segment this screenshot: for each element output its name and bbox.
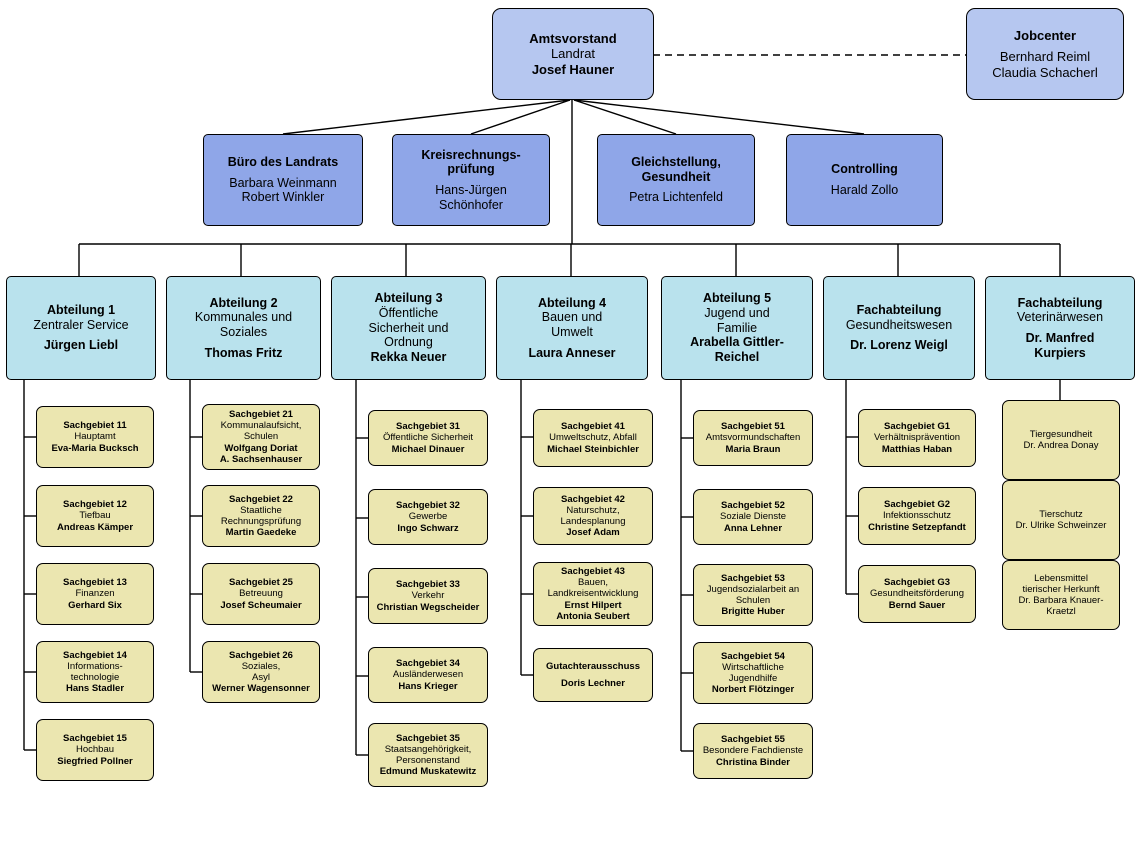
unit-code: Sachgebiet 31 — [396, 421, 460, 433]
unit-desc-1: Gesundheitsförderung — [869, 588, 964, 600]
dept-head-1: Rekka Neuer — [370, 350, 447, 365]
unit-desc-2: Schulen — [243, 431, 279, 443]
node-unit-sachgebiet-13[interactable] — [36, 563, 154, 625]
node-unit-sachgebiet-11[interactable] — [36, 406, 154, 468]
unit-name-1: Anna Lehner — [723, 522, 783, 534]
unit-code: Tiergesundheit — [1029, 428, 1093, 440]
node-unit-sachgebiet-26[interactable] — [202, 641, 320, 703]
unit-code: Sachgebiet G1 — [884, 421, 950, 433]
unit-name-1: Doris Lechner — [561, 678, 625, 689]
unit-name-1: Dr. Andrea Donay — [1023, 440, 1099, 451]
unit-code: Sachgebiet 22 — [229, 493, 293, 505]
unit-desc-1: Verhältnisprävention — [873, 432, 961, 444]
node-department-4[interactable] — [496, 276, 648, 380]
unit-desc-2: Personenstand — [396, 755, 460, 766]
node-title: Jobcenter — [1013, 28, 1077, 43]
node-staff-gleichstellung-gesundheit[interactable] — [597, 134, 755, 226]
unit-name-2: Kraetzl — [1046, 606, 1076, 618]
unit-name-1: Michael Steinbichler — [547, 443, 639, 455]
dept-subtitle-2: Umwelt — [551, 325, 593, 339]
unit-code: Gutachterausschuss — [546, 660, 640, 672]
node-unit-gutachterausschuss[interactable] — [533, 648, 653, 702]
unit-code: Sachgebiet 43 — [561, 565, 625, 577]
unit-code: Sachgebiet 32 — [396, 500, 460, 512]
node-unit-sachgebiet-43[interactable] — [533, 562, 653, 626]
node-title-2: prüfung — [447, 162, 495, 177]
node-unit-sachgebiet-31[interactable] — [368, 410, 488, 466]
node-title-2: Gesundheit — [641, 169, 711, 184]
node-unit-sachgebiet-53[interactable] — [693, 564, 813, 626]
unit-desc-1: Wirtschaftliche — [722, 661, 784, 673]
node-unit-sachgebiet-g1[interactable] — [858, 409, 976, 467]
node-name-1: Bernhard Reiml — [999, 49, 1091, 65]
node-name-1: Barbara Weinmann — [229, 175, 337, 190]
unit-code: Lebensmittel — [1034, 572, 1088, 584]
dept-subtitle-1: Veterinärwesen — [1016, 310, 1104, 325]
unit-desc-1: Infektionsschutz — [882, 510, 952, 522]
unit-desc-1: Betreuung — [239, 588, 283, 600]
unit-code: Sachgebiet 21 — [229, 408, 293, 420]
unit-code: Tierschutz — [1039, 508, 1083, 520]
unit-desc-1: Naturschutz, — [566, 504, 620, 516]
dept-subtitle-1: Zentraler Service — [33, 317, 129, 332]
node-name-2: Claudia Schacherl — [992, 64, 1098, 80]
dept-subtitle-1: Jugend und — [704, 305, 770, 320]
node-unit-sachgebiet-25[interactable] — [202, 563, 320, 625]
node-name-1: Petra Lichtenfeld — [629, 190, 723, 205]
node-department-3[interactable] — [331, 276, 486, 380]
unit-name-1: Christian Wegscheider — [376, 601, 480, 613]
node-title-1: Gleichstellung, — [631, 154, 721, 169]
dept-subtitle-1: Gesundheitswesen — [845, 317, 953, 332]
unit-name-2: A. Sachsenhauser — [219, 453, 303, 465]
unit-desc-1: Umweltschutz, Abfall — [549, 432, 637, 444]
node-name-1: Harald Zollo — [830, 183, 899, 197]
dept-title: Abteilung 5 — [702, 291, 772, 306]
unit-name-1: Christine Setzepfandt — [868, 521, 966, 533]
unit-desc-2: Landesplanung — [560, 516, 626, 527]
unit-desc-1: Verkehr — [411, 590, 445, 602]
node-unit-sachgebiet-41[interactable] — [533, 409, 653, 467]
unit-code: Sachgebiet 15 — [63, 733, 127, 745]
node-staff-kreisrechnungspruefung[interactable] — [392, 134, 550, 226]
dept-subtitle-2: Soziales — [219, 325, 268, 339]
node-amtsvorstand[interactable] — [492, 8, 654, 100]
node-department-1[interactable] — [6, 276, 156, 380]
dept-subtitle-1: Bauen und — [541, 310, 603, 325]
unit-code: Sachgebiet 42 — [561, 493, 625, 505]
node-unit-tierschutz[interactable] — [1002, 480, 1120, 560]
unit-desc-1: Hauptamt — [74, 431, 116, 443]
dept-head-1: Thomas Fritz — [204, 345, 283, 360]
dept-title: Abteilung 2 — [209, 295, 278, 310]
unit-desc-2: Jugendhilfe — [728, 673, 778, 684]
unit-name-1: Martin Gaedeke — [225, 527, 297, 539]
dept-head-1: Arabella Gittler- — [690, 335, 784, 350]
unit-code: Sachgebiet 53 — [721, 572, 785, 584]
unit-code: Sachgebiet 54 — [721, 650, 785, 662]
node-unit-sachgebiet-33[interactable] — [368, 568, 488, 624]
node-department-gesundheitswesen[interactable] — [823, 276, 975, 380]
unit-name-1: Norbert Flötzinger — [711, 684, 795, 696]
unit-desc-1: Staatsangehörigkeit, — [384, 743, 472, 755]
node-jobcenter[interactable] — [966, 8, 1124, 100]
unit-name-1: Maria Braun — [725, 443, 781, 455]
unit-code: Sachgebiet 55 — [721, 734, 785, 746]
node-unit-sachgebiet-52[interactable] — [693, 489, 813, 545]
unit-name-1: Josef Scheumaier — [220, 599, 302, 611]
node-unit-sachgebiet-12[interactable] — [36, 485, 154, 547]
node-title: Amtsvorstand — [529, 31, 617, 46]
unit-name-1: Bernd Sauer — [888, 599, 946, 611]
dept-subtitle-2: Sicherheit und — [368, 320, 449, 335]
node-department-veterinaerwesen[interactable] — [985, 276, 1135, 380]
unit-desc-1: Soziales, — [241, 660, 281, 672]
node-staff-buero-des-landrats[interactable] — [203, 134, 363, 226]
unit-desc-2: technologie — [70, 672, 120, 683]
unit-code: Sachgebiet 25 — [229, 577, 293, 589]
unit-code: Sachgebiet 33 — [396, 579, 460, 591]
unit-desc-2: Rechnungsprüfung — [220, 516, 302, 527]
unit-code: Sachgebiet 12 — [63, 499, 127, 511]
unit-name-2: Antonia Seubert — [556, 610, 630, 622]
unit-name-1: Siegfried Pollner — [57, 755, 133, 767]
node-unit-sachgebiet-34[interactable] — [368, 647, 488, 703]
unit-desc-1: Öffentliche Sicherheit — [382, 432, 474, 444]
unit-name-1: Michael Dinauer — [391, 443, 465, 455]
unit-desc-1: Jugendsozialarbeit an — [706, 583, 800, 595]
unit-desc-1: Finanzen — [75, 588, 115, 600]
unit-desc-1: Amtsvormundschaften — [705, 432, 801, 444]
dept-subtitle-2: Familie — [716, 320, 758, 335]
unit-name-1: Ingo Schwarz — [397, 522, 459, 534]
unit-code: Sachgebiet 51 — [721, 421, 785, 433]
node-unit-sachgebiet-21[interactable] — [202, 404, 320, 470]
unit-desc-1: Soziale Dienste — [719, 511, 786, 523]
unit-name-1: Dr. Barbara Knauer- — [1018, 595, 1104, 606]
unit-desc-1: Ausländerwesen — [392, 669, 464, 681]
unit-name-1: Matthias Haban — [881, 443, 953, 455]
dept-title: Fachabteilung — [1017, 295, 1103, 310]
node-unit-sachgebiet-g2[interactable] — [858, 487, 976, 545]
node-unit-tiergesundheit[interactable] — [1002, 400, 1120, 480]
unit-name-1: Christina Binder — [716, 756, 790, 768]
unit-name-1: Wolfgang Doriat — [224, 442, 298, 454]
unit-name-1: Eva-Maria Bucksch — [51, 442, 139, 454]
dept-head-1: Dr. Lorenz Weigl — [850, 338, 948, 353]
unit-name-1: Brigitte Huber — [721, 606, 785, 618]
unit-desc-1: Bauen, — [577, 577, 609, 589]
unit-code: Sachgebiet 26 — [229, 649, 293, 661]
unit-code: Sachgebiet G3 — [884, 577, 950, 589]
unit-code: Sachgebiet 41 — [561, 421, 625, 433]
node-name-2: Schönhofer — [439, 197, 503, 212]
unit-desc-2: Schulen — [735, 595, 771, 606]
dept-subtitle-1: Kommunales und — [194, 310, 293, 325]
unit-desc-2: Landkreisentwicklung — [547, 588, 639, 600]
node-role: Landrat — [550, 46, 596, 62]
dept-head-2: Reichel — [714, 350, 760, 365]
node-title-1: Büro des Landrats — [227, 154, 339, 169]
dept-head-1: Jürgen Liebl — [43, 338, 119, 353]
unit-name-1: Edmund Muskatewitz — [379, 766, 477, 778]
node-unit-lebensmittel[interactable] — [1002, 560, 1120, 630]
dept-title: Abteilung 3 — [374, 291, 443, 306]
dept-subtitle-1: Öffentliche — [378, 305, 439, 320]
node-unit-sachgebiet-42[interactable] — [533, 487, 653, 545]
unit-desc-2: Asyl — [252, 672, 270, 683]
unit-code: Sachgebiet 34 — [396, 658, 460, 670]
node-unit-sachgebiet-54[interactable] — [693, 642, 813, 704]
unit-name-1: Andreas Kämper — [56, 521, 134, 533]
node-staff-controlling[interactable] — [786, 134, 943, 226]
unit-desc-1: tierischer Herkunft — [1022, 583, 1100, 595]
node-unit-sachgebiet-55[interactable] — [693, 723, 813, 779]
node-name-1: Hans-Jürgen — [435, 183, 507, 197]
unit-name-1: Werner Wagensonner — [212, 683, 310, 695]
node-department-2[interactable] — [166, 276, 321, 380]
node-department-5[interactable] — [661, 276, 813, 380]
node-unit-sachgebiet-15[interactable] — [36, 719, 154, 781]
dept-head-1: Dr. Manfred — [1025, 331, 1095, 345]
node-name: Josef Hauner — [531, 61, 615, 77]
unit-desc-1: Tiefbau — [79, 510, 111, 522]
node-unit-sachgebiet-g3[interactable] — [858, 565, 976, 623]
dept-title: Abteilung 1 — [46, 302, 116, 317]
unit-desc-1: Besondere Fachdienste — [702, 745, 804, 757]
unit-code: Sachgebiet G2 — [884, 499, 950, 511]
unit-code: Sachgebiet 11 — [63, 420, 127, 432]
unit-code: Sachgebiet 35 — [396, 732, 460, 744]
unit-desc-1: Hochbau — [75, 744, 115, 756]
node-unit-sachgebiet-51[interactable] — [693, 410, 813, 466]
node-unit-sachgebiet-35[interactable] — [368, 723, 488, 787]
node-unit-sachgebiet-32[interactable] — [368, 489, 488, 545]
unit-desc-1: Gewerbe — [408, 511, 448, 523]
dept-subtitle-3: Ordnung — [384, 335, 433, 350]
unit-desc-1: Staatliche — [240, 504, 282, 516]
dept-title: Abteilung 4 — [537, 295, 607, 310]
unit-name-1: Josef Adam — [566, 527, 620, 539]
dept-head-1: Laura Anneser — [528, 345, 616, 360]
unit-name-1: Dr. Ulrike Schweinzer — [1015, 520, 1107, 531]
unit-code: Sachgebiet 13 — [63, 577, 127, 589]
unit-name-1: Ernst Hilpert — [564, 599, 622, 611]
dept-title: Fachabteilung — [856, 302, 942, 317]
node-title-1: Kreisrechnungs- — [421, 147, 521, 162]
unit-name-1: Gerhard Six — [68, 599, 122, 611]
node-unit-sachgebiet-22[interactable] — [202, 485, 320, 547]
unit-code: Sachgebiet 14 — [63, 649, 127, 661]
unit-desc-1: Kommunalaufsicht, — [220, 420, 302, 432]
unit-code: Sachgebiet 52 — [721, 500, 785, 512]
node-unit-sachgebiet-14[interactable] — [36, 641, 154, 703]
node-title-1: Controlling — [831, 162, 898, 177]
unit-desc-1: Informations- — [67, 660, 123, 672]
unit-name-1: Hans Stadler — [65, 683, 125, 695]
dept-head-2: Kurpiers — [1034, 345, 1086, 360]
node-name-2: Robert Winkler — [241, 190, 325, 205]
unit-name-1: Hans Krieger — [398, 680, 458, 692]
